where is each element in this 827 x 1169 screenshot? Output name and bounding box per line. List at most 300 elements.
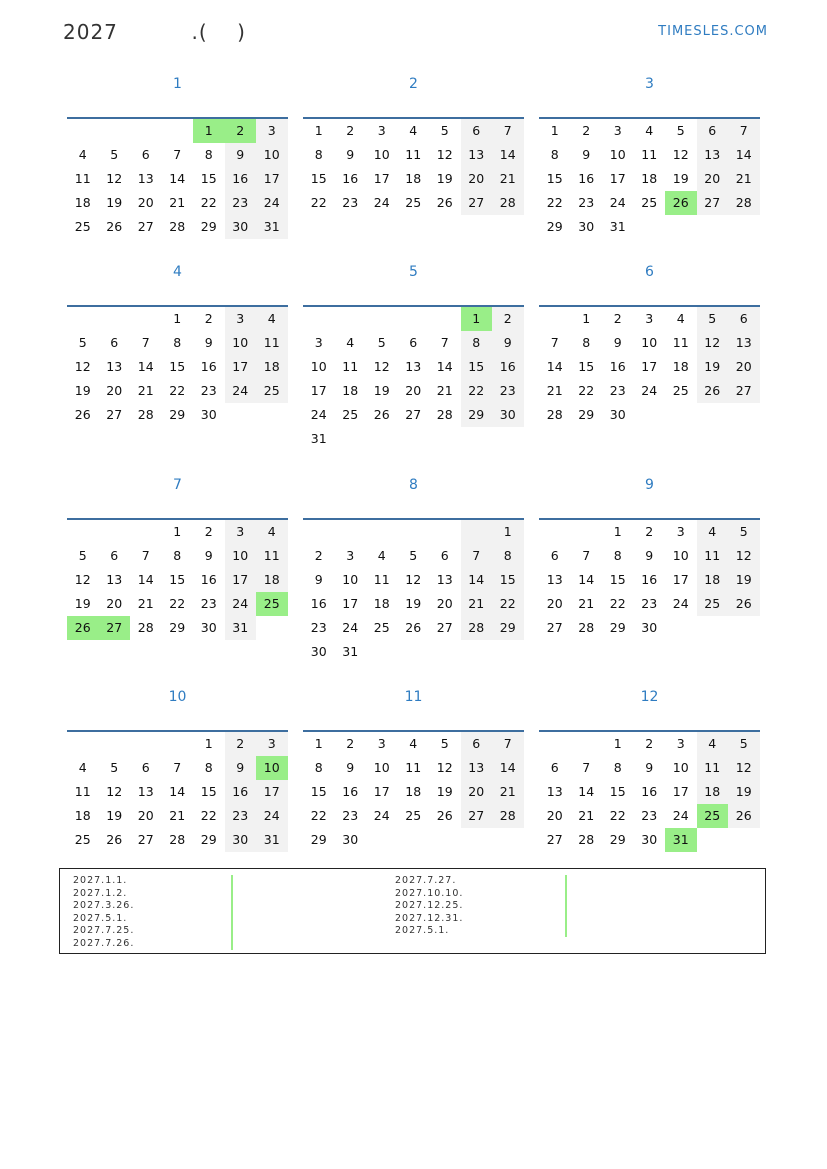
- day-cell[interactable]: 23: [641, 808, 658, 823]
- day-cell[interactable]: 17: [310, 383, 327, 398]
- day-cell[interactable]: 25: [342, 407, 359, 422]
- day-cell[interactable]: 21: [436, 383, 453, 398]
- day-cell[interactable]: 5: [377, 335, 386, 350]
- day-cell[interactable]: 20: [546, 596, 563, 611]
- day-cell[interactable]: 3: [256, 119, 288, 143]
- day-cell[interactable]: 2: [582, 123, 591, 138]
- day-cell[interactable]: 3: [225, 520, 257, 544]
- day-cell[interactable]: 24: [609, 195, 626, 210]
- day-cell[interactable]: 20: [461, 167, 493, 191]
- day-cell[interactable]: 25: [697, 592, 729, 616]
- day-cell[interactable]: 12: [436, 760, 453, 775]
- day-cell[interactable]: 27: [436, 620, 453, 635]
- day-cell[interactable]: 29: [169, 620, 186, 635]
- day-cell[interactable]: 28: [492, 191, 524, 215]
- day-cell[interactable]: 4: [346, 335, 355, 350]
- day-cell[interactable]: 9: [346, 147, 355, 162]
- day-cell[interactable]: 9: [492, 331, 524, 355]
- day-cell[interactable]: 14: [137, 359, 154, 374]
- day-cell[interactable]: 1: [314, 123, 323, 138]
- day-cell[interactable]: 7: [728, 119, 760, 143]
- day-cell[interactable]: 18: [256, 355, 288, 379]
- day-cell[interactable]: 11: [405, 147, 422, 162]
- day-cell[interactable]: 2: [204, 311, 213, 326]
- day-cell[interactable]: 30: [578, 219, 595, 234]
- day-cell[interactable]: 1: [582, 311, 591, 326]
- day-cell[interactable]: 2: [613, 311, 622, 326]
- day-cell[interactable]: 30: [609, 407, 626, 422]
- day-cell[interactable]: 18: [256, 568, 288, 592]
- day-cell[interactable]: 23: [342, 808, 359, 823]
- day-cell[interactable]: 21: [728, 167, 760, 191]
- day-cell[interactable]: 27: [106, 407, 123, 422]
- day-cell[interactable]: 6: [110, 548, 119, 563]
- day-cell[interactable]: 4: [78, 760, 87, 775]
- day-cell[interactable]: 16: [225, 780, 257, 804]
- day-cell[interactable]: 8: [461, 331, 493, 355]
- day-cell[interactable]: 19: [405, 596, 422, 611]
- day-cell[interactable]: 30: [225, 215, 257, 239]
- day-cell[interactable]: 9: [225, 756, 257, 780]
- day-cell[interactable]: 14: [137, 572, 154, 587]
- day-cell[interactable]: 12: [106, 171, 123, 186]
- day-cell[interactable]: 6: [550, 760, 559, 775]
- day-cell[interactable]: 5: [697, 307, 729, 331]
- day-cell[interactable]: 16: [641, 572, 658, 587]
- day-cell[interactable]: 22: [310, 195, 327, 210]
- day-cell[interactable]: 27: [546, 832, 563, 847]
- day-cell[interactable]: 12: [728, 756, 760, 780]
- day-cell[interactable]: 26: [67, 616, 99, 640]
- day-cell[interactable]: 7: [492, 119, 524, 143]
- day-cell[interactable]: 5: [440, 123, 449, 138]
- day-cell[interactable]: 10: [641, 335, 658, 350]
- day-cell[interactable]: 12: [74, 359, 91, 374]
- day-cell[interactable]: 15: [169, 572, 186, 587]
- day-cell[interactable]: 17: [641, 359, 658, 374]
- day-cell[interactable]: 3: [314, 335, 323, 350]
- day-cell[interactable]: 25: [672, 383, 689, 398]
- day-cell[interactable]: 17: [256, 167, 288, 191]
- day-cell[interactable]: 17: [609, 171, 626, 186]
- day-cell[interactable]: 15: [310, 784, 327, 799]
- day-cell[interactable]: 22: [200, 808, 217, 823]
- day-cell[interactable]: 14: [492, 143, 524, 167]
- day-cell[interactable]: 21: [578, 808, 595, 823]
- day-cell[interactable]: 16: [200, 572, 217, 587]
- day-cell[interactable]: 5: [110, 147, 119, 162]
- day-cell[interactable]: 22: [310, 808, 327, 823]
- day-cell[interactable]: 8: [204, 147, 213, 162]
- day-cell[interactable]: 30: [225, 828, 257, 852]
- day-cell[interactable]: 28: [578, 832, 595, 847]
- day-cell[interactable]: 26: [728, 592, 760, 616]
- day-cell[interactable]: 18: [672, 359, 689, 374]
- day-cell[interactable]: 8: [314, 760, 323, 775]
- day-cell[interactable]: 30: [492, 403, 524, 427]
- day-cell[interactable]: 24: [672, 808, 689, 823]
- day-cell[interactable]: 25: [256, 592, 288, 616]
- day-cell[interactable]: 18: [74, 195, 91, 210]
- day-cell[interactable]: 22: [609, 808, 626, 823]
- day-cell[interactable]: 6: [697, 119, 729, 143]
- day-cell[interactable]: 23: [225, 191, 257, 215]
- day-cell[interactable]: 9: [204, 335, 213, 350]
- day-cell[interactable]: 16: [641, 784, 658, 799]
- day-cell[interactable]: 24: [256, 804, 288, 828]
- day-cell[interactable]: 6: [141, 760, 150, 775]
- day-cell[interactable]: 6: [461, 732, 493, 756]
- day-cell[interactable]: 26: [665, 191, 697, 215]
- day-cell[interactable]: 21: [137, 383, 154, 398]
- day-cell[interactable]: 24: [225, 379, 257, 403]
- day-cell[interactable]: 28: [436, 407, 453, 422]
- day-cell[interactable]: 23: [225, 804, 257, 828]
- day-cell[interactable]: 15: [200, 171, 217, 186]
- day-cell[interactable]: 2: [314, 548, 323, 563]
- day-cell[interactable]: 14: [546, 359, 563, 374]
- day-cell[interactable]: 13: [728, 331, 760, 355]
- day-cell[interactable]: 22: [169, 383, 186, 398]
- day-cell[interactable]: 18: [641, 171, 658, 186]
- day-cell[interactable]: 3: [346, 548, 355, 563]
- day-cell[interactable]: 21: [492, 780, 524, 804]
- day-cell[interactable]: 7: [440, 335, 449, 350]
- day-cell[interactable]: 26: [74, 407, 91, 422]
- day-cell[interactable]: 24: [256, 191, 288, 215]
- day-cell[interactable]: 6: [110, 335, 119, 350]
- day-cell[interactable]: 2: [346, 123, 355, 138]
- day-cell[interactable]: 31: [665, 828, 697, 852]
- day-cell[interactable]: 24: [342, 620, 359, 635]
- day-cell[interactable]: 12: [697, 331, 729, 355]
- day-cell[interactable]: 29: [200, 219, 217, 234]
- day-cell[interactable]: 31: [609, 219, 626, 234]
- day-cell[interactable]: 2: [204, 524, 213, 539]
- day-cell[interactable]: 9: [204, 548, 213, 563]
- day-cell[interactable]: 23: [578, 195, 595, 210]
- day-cell[interactable]: 29: [578, 407, 595, 422]
- day-cell[interactable]: 11: [697, 544, 729, 568]
- day-cell[interactable]: 25: [256, 379, 288, 403]
- day-cell[interactable]: 1: [204, 736, 213, 751]
- day-cell[interactable]: 10: [256, 143, 288, 167]
- day-cell[interactable]: 8: [173, 335, 182, 350]
- day-cell[interactable]: 9: [346, 760, 355, 775]
- day-cell[interactable]: 12: [405, 572, 422, 587]
- day-cell[interactable]: 20: [546, 808, 563, 823]
- day-cell[interactable]: 17: [672, 572, 689, 587]
- day-cell[interactable]: 28: [137, 407, 154, 422]
- day-cell[interactable]: 13: [697, 143, 729, 167]
- day-cell[interactable]: 23: [342, 195, 359, 210]
- day-cell[interactable]: 9: [645, 548, 654, 563]
- day-cell[interactable]: 22: [609, 596, 626, 611]
- day-cell[interactable]: 1: [613, 736, 622, 751]
- day-cell[interactable]: 13: [106, 359, 123, 374]
- day-cell[interactable]: 8: [204, 760, 213, 775]
- day-cell[interactable]: 4: [645, 123, 654, 138]
- day-cell[interactable]: 10: [225, 331, 257, 355]
- day-cell[interactable]: 5: [728, 732, 760, 756]
- day-cell[interactable]: 19: [697, 355, 729, 379]
- day-cell[interactable]: 23: [310, 620, 327, 635]
- day-cell[interactable]: 22: [546, 195, 563, 210]
- day-cell[interactable]: 3: [676, 524, 685, 539]
- day-cell[interactable]: 9: [314, 572, 323, 587]
- day-cell[interactable]: 15: [578, 359, 595, 374]
- day-cell[interactable]: 7: [173, 147, 182, 162]
- day-cell[interactable]: 5: [676, 123, 685, 138]
- day-cell[interactable]: 17: [672, 784, 689, 799]
- day-cell[interactable]: 13: [137, 171, 154, 186]
- day-cell[interactable]: 27: [99, 616, 131, 640]
- day-cell[interactable]: 16: [200, 359, 217, 374]
- day-cell[interactable]: 9: [613, 335, 622, 350]
- day-cell[interactable]: 8: [613, 548, 622, 563]
- day-cell[interactable]: 10: [672, 548, 689, 563]
- day-cell[interactable]: 5: [409, 548, 418, 563]
- day-cell[interactable]: 3: [645, 311, 654, 326]
- day-cell[interactable]: 1: [173, 311, 182, 326]
- day-cell[interactable]: 16: [342, 784, 359, 799]
- day-cell[interactable]: 3: [377, 736, 386, 751]
- day-cell[interactable]: 14: [169, 171, 186, 186]
- day-cell[interactable]: 16: [225, 167, 257, 191]
- day-cell[interactable]: 3: [613, 123, 622, 138]
- day-cell[interactable]: 3: [377, 123, 386, 138]
- day-cell[interactable]: 14: [492, 756, 524, 780]
- day-cell[interactable]: 6: [461, 119, 493, 143]
- day-cell[interactable]: 1: [173, 524, 182, 539]
- day-cell[interactable]: 2: [645, 736, 654, 751]
- day-cell[interactable]: 16: [310, 596, 327, 611]
- day-cell[interactable]: 4: [409, 736, 418, 751]
- day-cell[interactable]: 3: [225, 307, 257, 331]
- day-cell[interactable]: 20: [106, 596, 123, 611]
- day-cell[interactable]: 20: [137, 808, 154, 823]
- day-cell[interactable]: 21: [137, 596, 154, 611]
- day-cell[interactable]: 19: [106, 195, 123, 210]
- day-cell[interactable]: 4: [78, 147, 87, 162]
- day-cell[interactable]: 15: [609, 572, 626, 587]
- day-cell[interactable]: 25: [74, 832, 91, 847]
- day-cell[interactable]: 9: [582, 147, 591, 162]
- day-cell[interactable]: 20: [137, 195, 154, 210]
- day-cell[interactable]: 25: [641, 195, 658, 210]
- day-cell[interactable]: 16: [342, 171, 359, 186]
- day-cell[interactable]: 28: [546, 407, 563, 422]
- day-cell[interactable]: 15: [609, 784, 626, 799]
- day-cell[interactable]: 21: [578, 596, 595, 611]
- day-cell[interactable]: 11: [74, 784, 91, 799]
- day-cell[interactable]: 13: [436, 572, 453, 587]
- day-cell[interactable]: 24: [373, 808, 390, 823]
- day-cell[interactable]: 18: [697, 568, 729, 592]
- day-cell[interactable]: 7: [582, 548, 591, 563]
- day-cell[interactable]: 15: [546, 171, 563, 186]
- day-cell[interactable]: 9: [645, 760, 654, 775]
- day-cell[interactable]: 2: [492, 307, 524, 331]
- day-cell[interactable]: 11: [373, 572, 390, 587]
- day-cell[interactable]: 26: [106, 219, 123, 234]
- day-cell[interactable]: 18: [342, 383, 359, 398]
- day-cell[interactable]: 18: [697, 780, 729, 804]
- day-cell[interactable]: 4: [697, 520, 729, 544]
- day-cell[interactable]: 17: [373, 784, 390, 799]
- day-cell[interactable]: 13: [106, 572, 123, 587]
- day-cell[interactable]: 5: [110, 760, 119, 775]
- day-cell[interactable]: 1: [492, 520, 524, 544]
- day-cell[interactable]: 19: [106, 808, 123, 823]
- day-cell[interactable]: 26: [697, 379, 729, 403]
- day-cell[interactable]: 14: [461, 568, 493, 592]
- day-cell[interactable]: 3: [256, 732, 288, 756]
- day-cell[interactable]: 1: [550, 123, 559, 138]
- day-cell[interactable]: 19: [436, 171, 453, 186]
- day-cell[interactable]: 17: [373, 171, 390, 186]
- day-cell[interactable]: 16: [492, 355, 524, 379]
- day-cell[interactable]: 28: [461, 616, 493, 640]
- day-cell[interactable]: 10: [256, 756, 288, 780]
- day-cell[interactable]: 23: [641, 596, 658, 611]
- day-cell[interactable]: 29: [609, 832, 626, 847]
- day-cell[interactable]: 13: [405, 359, 422, 374]
- day-cell[interactable]: 26: [436, 195, 453, 210]
- day-cell[interactable]: 12: [728, 544, 760, 568]
- day-cell[interactable]: 24: [641, 383, 658, 398]
- day-cell[interactable]: 6: [728, 307, 760, 331]
- day-cell[interactable]: 13: [461, 143, 493, 167]
- day-cell[interactable]: 21: [461, 592, 493, 616]
- day-cell[interactable]: 24: [310, 407, 327, 422]
- day-cell[interactable]: 4: [256, 520, 288, 544]
- day-cell[interactable]: 8: [582, 335, 591, 350]
- day-cell[interactable]: 29: [546, 219, 563, 234]
- day-cell[interactable]: 14: [728, 143, 760, 167]
- day-cell[interactable]: 4: [409, 123, 418, 138]
- day-cell[interactable]: 27: [728, 379, 760, 403]
- day-cell[interactable]: 11: [256, 331, 288, 355]
- day-cell[interactable]: 10: [672, 760, 689, 775]
- day-cell[interactable]: 25: [697, 804, 729, 828]
- day-cell[interactable]: 13: [546, 572, 563, 587]
- day-cell[interactable]: 28: [578, 620, 595, 635]
- day-cell[interactable]: 10: [342, 572, 359, 587]
- day-cell[interactable]: 27: [697, 191, 729, 215]
- day-cell[interactable]: 27: [461, 191, 493, 215]
- day-cell[interactable]: 28: [728, 191, 760, 215]
- day-cell[interactable]: 29: [310, 832, 327, 847]
- day-cell[interactable]: 27: [546, 620, 563, 635]
- day-cell[interactable]: 5: [78, 335, 87, 350]
- day-cell[interactable]: 22: [169, 596, 186, 611]
- day-cell[interactable]: 31: [342, 644, 359, 659]
- day-cell[interactable]: 12: [436, 147, 453, 162]
- day-cell[interactable]: 29: [461, 403, 493, 427]
- day-cell[interactable]: 7: [141, 335, 150, 350]
- day-cell[interactable]: 20: [106, 383, 123, 398]
- day-cell[interactable]: 2: [346, 736, 355, 751]
- day-cell[interactable]: 29: [492, 616, 524, 640]
- day-cell[interactable]: 7: [582, 760, 591, 775]
- day-cell[interactable]: 15: [169, 359, 186, 374]
- day-cell[interactable]: 31: [225, 616, 257, 640]
- day-cell[interactable]: 21: [169, 195, 186, 210]
- day-cell[interactable]: 24: [373, 195, 390, 210]
- day-cell[interactable]: 6: [550, 548, 559, 563]
- day-cell[interactable]: 10: [310, 359, 327, 374]
- day-cell[interactable]: 1: [193, 119, 225, 143]
- day-cell[interactable]: 1: [461, 307, 493, 331]
- day-cell[interactable]: 26: [436, 808, 453, 823]
- day-cell[interactable]: 14: [169, 784, 186, 799]
- day-cell[interactable]: 11: [405, 760, 422, 775]
- day-cell[interactable]: 12: [106, 784, 123, 799]
- day-cell[interactable]: 5: [728, 520, 760, 544]
- day-cell[interactable]: 25: [74, 219, 91, 234]
- day-cell[interactable]: 20: [405, 383, 422, 398]
- day-cell[interactable]: 21: [546, 383, 563, 398]
- day-cell[interactable]: 18: [405, 171, 422, 186]
- day-cell[interactable]: 25: [405, 195, 422, 210]
- day-cell[interactable]: 3: [676, 736, 685, 751]
- day-cell[interactable]: 15: [461, 355, 493, 379]
- day-cell[interactable]: 15: [200, 784, 217, 799]
- day-cell[interactable]: 28: [137, 620, 154, 635]
- day-cell[interactable]: 30: [641, 620, 658, 635]
- day-cell[interactable]: 22: [461, 379, 493, 403]
- day-cell[interactable]: 7: [173, 760, 182, 775]
- day-cell[interactable]: 15: [310, 171, 327, 186]
- day-cell[interactable]: 27: [405, 407, 422, 422]
- day-cell[interactable]: 14: [436, 359, 453, 374]
- day-cell[interactable]: 12: [672, 147, 689, 162]
- day-cell[interactable]: 13: [137, 784, 154, 799]
- day-cell[interactable]: 1: [314, 736, 323, 751]
- day-cell[interactable]: 24: [672, 596, 689, 611]
- day-cell[interactable]: 17: [256, 780, 288, 804]
- day-cell[interactable]: 20: [728, 355, 760, 379]
- day-cell[interactable]: 23: [609, 383, 626, 398]
- day-cell[interactable]: 22: [200, 195, 217, 210]
- day-cell[interactable]: 8: [173, 548, 182, 563]
- day-cell[interactable]: 19: [728, 780, 760, 804]
- day-cell[interactable]: 7: [492, 732, 524, 756]
- day-cell[interactable]: 17: [225, 355, 257, 379]
- day-cell[interactable]: 7: [461, 544, 493, 568]
- day-cell[interactable]: 29: [609, 620, 626, 635]
- day-cell[interactable]: 2: [645, 524, 654, 539]
- day-cell[interactable]: 19: [672, 171, 689, 186]
- day-cell[interactable]: 19: [74, 383, 91, 398]
- day-cell[interactable]: 11: [641, 147, 658, 162]
- day-cell[interactable]: 8: [314, 147, 323, 162]
- day-cell[interactable]: 13: [461, 756, 493, 780]
- day-cell[interactable]: 19: [728, 568, 760, 592]
- day-cell[interactable]: 18: [74, 808, 91, 823]
- day-cell[interactable]: 23: [200, 596, 217, 611]
- day-cell[interactable]: 31: [310, 431, 327, 446]
- day-cell[interactable]: 17: [342, 596, 359, 611]
- day-cell[interactable]: 18: [405, 784, 422, 799]
- day-cell[interactable]: 10: [373, 147, 390, 162]
- day-cell[interactable]: 8: [492, 544, 524, 568]
- day-cell[interactable]: 31: [256, 828, 288, 852]
- day-cell[interactable]: 29: [200, 832, 217, 847]
- day-cell[interactable]: 19: [373, 383, 390, 398]
- day-cell[interactable]: 1: [613, 524, 622, 539]
